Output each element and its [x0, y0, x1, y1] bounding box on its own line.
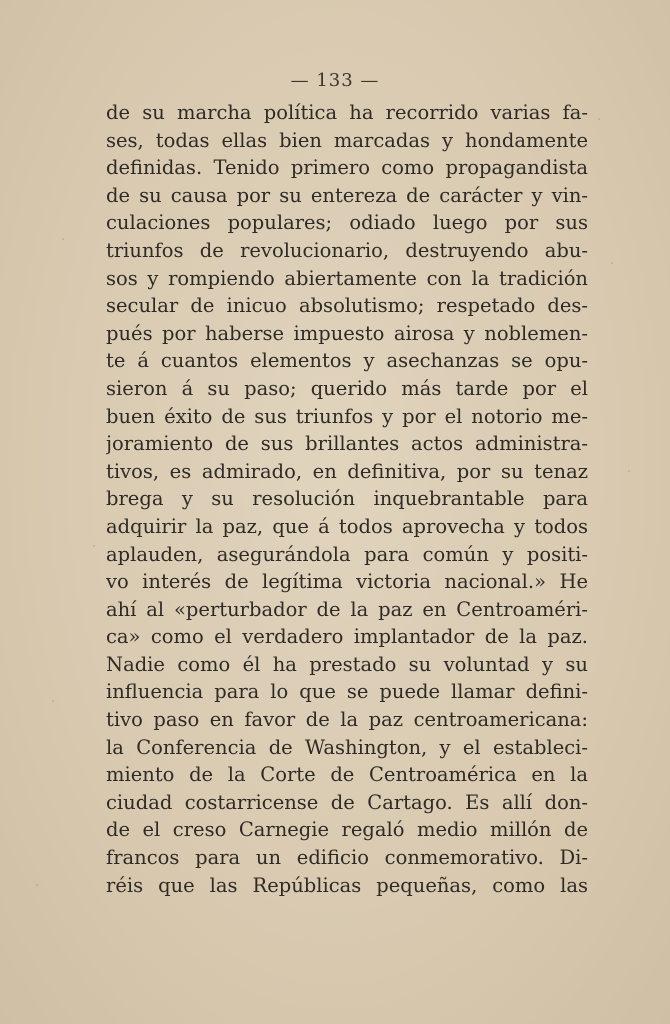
text-line: de su marcha política ha recorrido varias fa-: [106, 101, 588, 124]
paper-speck: [52, 700, 54, 702]
text-line: réis que las Repúblicas pequeñas, como las: [106, 873, 588, 897]
paper-speck: [36, 884, 38, 886]
text-line: buen éxito de sus triunfos y por el notorio me-: [106, 404, 588, 428]
text-line: ses, todas ellas bien marcadas y hondamente: [106, 128, 588, 152]
text-line: te á cuantos elementos y asechanzas se opu-: [106, 349, 588, 373]
text-line: miento de la Corte de Centroamérica en la: [106, 763, 588, 787]
text-line: aplauden, asegurándola para común y positi-: [106, 542, 588, 566]
paper-speck: [598, 118, 600, 120]
paper-speck: [93, 545, 95, 547]
text-line: de el creso Carnegie regaló medio millón de: [106, 818, 588, 842]
text-line: de su causa por su entereza de carácter y vin-: [106, 183, 588, 207]
text-line: ahí al «perturbador de la paz en Centroaméri-: [106, 597, 588, 621]
text-line: sieron á su paso; querido más tarde por el: [106, 376, 588, 400]
text-line: francos para un edificio conmemorativo. Di-: [106, 846, 588, 870]
text-line: joramiento de sus brillantes actos administra-: [106, 432, 588, 456]
body-text: [106, 99, 588, 899]
text-line: Nadie como él ha prestado su voluntad y su: [106, 652, 588, 676]
text-line: triunfos de revolucionario, destruyendo abu-: [106, 238, 588, 262]
text-line: adquirir la paz, que á todos aprovecha y todos: [106, 514, 588, 538]
page-number: — 133 —: [290, 70, 380, 91]
text-line: secular de inicuo absolutismo; respetado des-: [106, 294, 588, 318]
text-line: pués por haberse impuesto airosa y noblemen-: [106, 321, 588, 345]
paper-speck: [611, 262, 613, 264]
text-line: tivos, es admirado, en definitiva, por su tenaz: [106, 459, 588, 483]
text-line: definidas. Tenido primero como propagandista: [106, 156, 588, 180]
text-line: influencia para lo que se puede llamar defini-: [106, 680, 588, 704]
text-line: la Conferencia de Washington, y el estableci-: [106, 735, 588, 759]
text-line: ca» como el verdadero implantador de la paz.: [106, 625, 588, 649]
paper-speck: [62, 238, 64, 240]
text-line: ciudad costarricense de Cartago. Es allí don-: [106, 790, 588, 814]
text-line: brega y su resolución inquebrantable para: [106, 487, 588, 511]
text-line: culaciones populares; odiado luego por sus: [106, 211, 588, 235]
paper-speck: [628, 470, 630, 472]
text-line: sos y rompiendo abiertamente con la tradición: [106, 266, 588, 290]
text-line: vo interés de legítima victoria nacional.» He: [106, 570, 588, 594]
text-line: tivo paso en favor de la paz centroamericana:: [106, 708, 588, 732]
